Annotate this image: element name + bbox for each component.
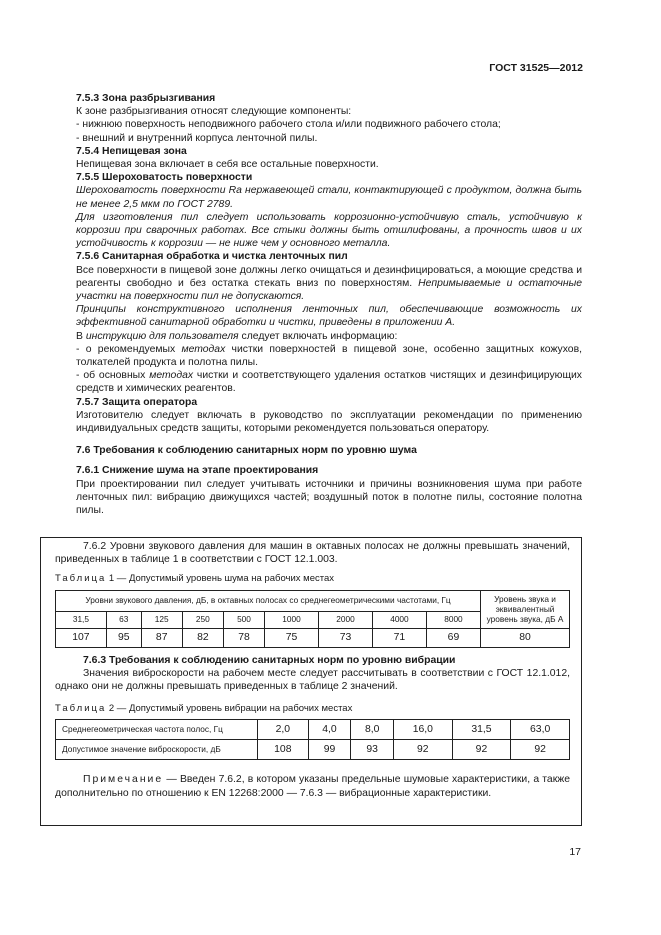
freq-cell: 250 [182, 611, 223, 628]
para-text: чистки и соответствующего удаления остатков чистящих и дезинфицирующих средств и химических реагентов. [76, 370, 583, 395]
freq-cell: 4000 [372, 611, 426, 628]
caption-word: Таблица [55, 573, 107, 585]
list-item: - внешний и внутренний корпуса ленточной пилы. [76, 132, 318, 144]
para-text: В [76, 330, 86, 342]
value-cell: 93 [351, 740, 394, 760]
section-7-5-5-title: 7.5.5 Шероховатость поверхности [76, 172, 253, 184]
section-7-5-5-para: Шероховатость поверхности Ra нержавеющей стали, контактирующей с продуктом, должна быть не менее 2,5 мкм по ГОСТ 2789. [76, 185, 582, 210]
value-cell: 92 [452, 740, 511, 760]
freq-cell: 2000 [319, 611, 373, 628]
section-7-5-5-para: Для изготовления пил следует использовать коррозионно-устойчивую сталь, устойчивую к коррозии при сварочных работах. Все стыки должны быть отшлифованы, а прочность швов и их устойчивость к коррозии — не ниже чем у основного металла. [76, 211, 582, 250]
section-7-6-3-title: 7.6.3 Требования к соблюдению санитарных норм по уровню вибрации [83, 654, 456, 666]
freq-cell: 31,5 [56, 611, 107, 628]
freq-cell: 1000 [265, 611, 319, 628]
amendment-box [40, 537, 582, 826]
table2-caption [55, 702, 570, 715]
table1-caption [55, 572, 570, 585]
caption-text: 2 — Допустимый уровень вибрации на рабочих местах [106, 703, 353, 715]
section-7-5-3-intro: К зоне разбрызгивания относят следующие компоненты: [76, 106, 352, 118]
row-label: Среднегеометрическая частота полос, Гц [56, 720, 258, 740]
list-item: - нижнюю поверхность неподвижного рабочего стола и/или подвижного рабочего стола; [76, 119, 501, 131]
main-text [76, 92, 582, 517]
list-item [76, 343, 582, 369]
value-cell: 73 [319, 628, 373, 647]
freq-cell: 8000 [426, 611, 480, 628]
para-text: - о рекомендуемых [76, 343, 182, 355]
section-7-6-2-text: 7.6.2 Уровни звукового давления для машин в октавных полосах не должны превышать значений, приведенных в таблице 1 в соответствии с ГОСТ 12.1.003. [55, 541, 570, 566]
para-italic-text: Непримываемые и остаточные участки на поверхности пил не допускаются. [76, 277, 583, 303]
note-text: — Введен 7.6.2, в котором указаны предельные шумовые характеристики, а также дополнительно по отношению к EN 12268:2000 — 7.6.3 — вибрационные характеристики. [55, 774, 570, 799]
table-header: Уровни звукового давления, дБ, в октавных полосах со среднегеометрическими частотами, Гц [56, 590, 481, 611]
section-7-5-6-para [76, 264, 582, 304]
value-cell: 8,0 [351, 720, 394, 740]
para-text: чистки поверхностей в пищевой зоне, особенно защитных кожухов, толкателей продукта и полотна пилы. [76, 343, 582, 369]
para-text: Все поверхности в пищевой зоне должны легко очищаться и дезинфицироваться, а моющие средства и реагенты свободно и без остатка стекать вниз по поверхностям. [76, 264, 582, 289]
freq-cell: 63 [106, 611, 141, 628]
freq-cell: 125 [141, 611, 182, 628]
page-number: 17 [569, 846, 581, 858]
value-cell: 92 [394, 740, 453, 760]
row-label: Допустимое значение виброскорости, дБ [56, 740, 258, 760]
section-7-5-6-para [76, 330, 582, 343]
caption-text: 1 — Допустимый уровень шума на рабочих местах [106, 573, 335, 585]
freq-cell: 500 [223, 611, 264, 628]
vibration-table [55, 719, 570, 760]
noise-table [55, 590, 570, 648]
value-cell: 95 [106, 628, 141, 647]
section-7-6-3-text: Значения виброскорости на рабочем месте следует рассчитывать в соответствии с ГОСТ 12.1.012, однако они не должны превышать приведенных в таблице 2 значений. [55, 667, 570, 693]
value-cell: 82 [182, 628, 223, 647]
value-cell: 99 [308, 740, 351, 760]
section-7-6-1-title: 7.6.1 Снижение шума на этапе проектирования [76, 465, 319, 477]
value-cell: 16,0 [394, 720, 453, 740]
value-cell: 63,0 [511, 720, 570, 740]
section-7-5-6-title: 7.5.6 Санитарная обработка и чистка ленточных пил [76, 251, 348, 263]
value-cell: 92 [511, 740, 570, 760]
para-italic-text: инструкцию для пользователя [85, 330, 239, 342]
list-item [76, 369, 582, 395]
section-7-5-4-text: Непищевая зона включает в себя все остальные поверхности. [76, 159, 379, 171]
section-7-6-title: 7.6 Требования к соблюдению санитарных норм по уровню шума [76, 445, 417, 457]
value-cell: 4,0 [308, 720, 351, 740]
para-text: - об основных [76, 370, 150, 382]
value-cell: 107 [56, 628, 107, 647]
section-7-6-1-text: При проектировании пил следует учитывать источники и причины возникновения шума при работе ленточных пил: вибрацию движущихся частей; воздушный поток в полотне пилы, состояние полотна пилы. [76, 478, 582, 517]
para-italic-text: методах [149, 370, 194, 382]
section-7-5-4-title: 7.5.4 Непищевая зона [76, 145, 187, 157]
value-cell: 87 [141, 628, 182, 647]
section-7-5-7-title: 7.5.7 Защита оператора [76, 396, 198, 408]
value-cell: 2,0 [258, 720, 309, 740]
value-cell: 80 [481, 628, 570, 647]
value-cell: 78 [223, 628, 264, 647]
section-7-5-6-para: Принципы конструктивного исполнения ленточных пил, обеспечивающие возможность их эффективной санитарной обработки и чистки, приведены в приложении А. [76, 304, 582, 329]
document-header: ГОСТ 31525—2012 [489, 62, 583, 74]
para-text: следует включать информацию: [238, 330, 398, 342]
value-cell: 69 [426, 628, 480, 647]
value-cell: 108 [258, 740, 309, 760]
table-header: Уровень звука и эквивалентный уровень звука, дБ А [481, 590, 570, 628]
note [55, 773, 570, 799]
section-7-5-3-title: 7.5.3 Зона разбрызгивания [76, 93, 216, 104]
value-cell: 71 [372, 628, 426, 647]
para-italic-text: методах [181, 343, 226, 355]
note-word: Примечание [83, 774, 164, 786]
caption-word: Таблица [55, 703, 107, 715]
section-7-5-7-text: Изготовителю следует включать в руководство по эксплуатации рекомендации по применению индивидуальных средств защиты, которыми рекомендуется пользоваться оператору. [76, 409, 582, 435]
value-cell: 75 [265, 628, 319, 647]
value-cell: 31,5 [452, 720, 511, 740]
